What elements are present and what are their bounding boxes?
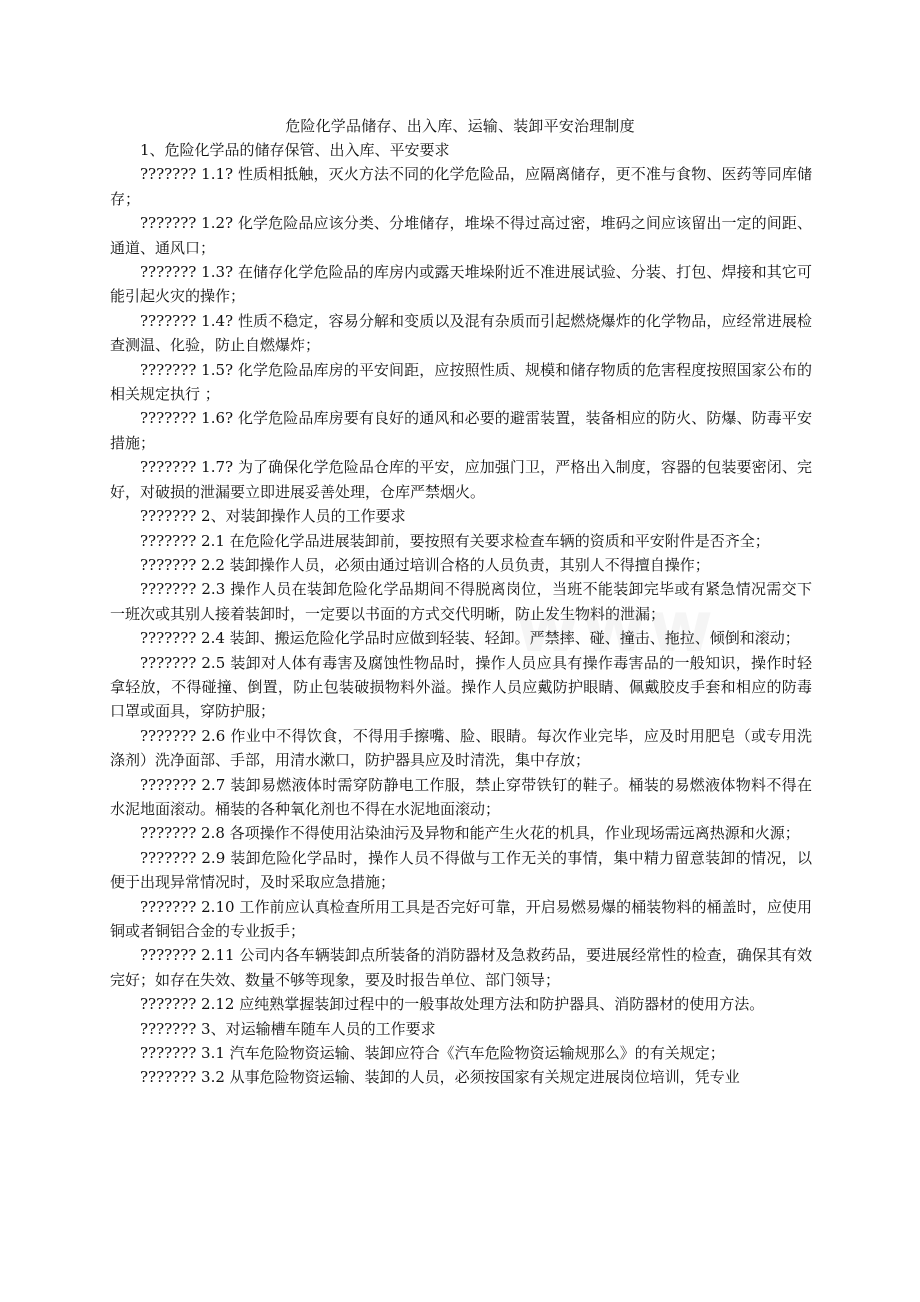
paragraph-1-6: ??????? 1.6? 化学危险品库房要有良好的通风和必要的避雷装置，装备相应的防火、防爆、防毒平安措施；: [110, 409, 812, 452]
paragraph-2-7: ??????? 2.7 装卸易燃液体时需穿防静电工作服，禁止穿带铁钉的鞋子。桶装的易燃液体物料不得在水泥地面滚动。桶装的各种氧化剂也不得在水泥地面滚动；: [110, 775, 812, 818]
paragraph-2-4: ??????? 2.4 装卸、搬运危险化学品时应做到轻装、轻卸。严禁摔、碰、撞击、拖拉、倾倒和滚动；: [140, 629, 800, 648]
paragraph-2-3: ??????? 2.3 操作人员在装卸危险化学品期间不得脱离岗位，当班不能装卸完毕或有紧急情况需交下一班次或其别人接着装卸时，一定要以书面的方式交代明晰，防止发生物料的泄漏；: [110, 580, 812, 623]
paragraph-3-2: ??????? 3.2 从事危险物资运输、装卸的人员，必须按国家有关规定进展岗位培训，凭专业: [140, 1068, 740, 1087]
paragraph-2-12: ??????? 2.12 应纯熟掌握装卸过程中的一般事故处理方法和防护器具、消防器材的使用方法。: [140, 995, 765, 1014]
paragraph-section-2-heading: ??????? 2、对装卸操作人员的工作要求: [140, 507, 406, 526]
paragraph-1-4: ??????? 1.4? 性质不稳定，容易分解和变质以及混有杂质而引起燃烧爆炸的化学物品，应经常进展检查测温、化验，防止自燃爆炸；: [110, 311, 812, 355]
paragraph-1-7: ??????? 1.7? 为了确保化学危险品仓库的平安，应加强门卫，严格出入制度，容器的包装要密闭、完好，对破损的泄漏要立即进展妥善处理，仓库严禁烟火。: [110, 458, 812, 501]
document-title: 危险化学品储存、出入库、运输、装卸平安治理制度: [285, 117, 635, 135]
paragraph-2-11: ??????? 2.11 公司内各车辆装卸点所装备的消防器材及急救药品，要进展经常性的检查，确保其有效完好；如存在失效、数量不够等现象，要及时报告单位、部门领导；: [110, 946, 812, 989]
document-body: [110, 138, 812, 1090]
paragraph-2-8: ??????? 2.8 各项操作不得使用沾染油污及异物和能产生火花的机具，作业现场需远离热源和火源；: [140, 824, 800, 843]
paragraph-2-9: ??????? 2.9 装卸危险化学品时，操作人员不得做与工作无关的事情，集中精力留意装卸的情况，以便于出现异常情况时，及时采取应急措施；: [110, 848, 812, 892]
paragraph-2-2: ??????? 2.2 装卸操作人员，必须由通过培训合格的人员负责，其别人不得擅自操作；: [140, 555, 710, 574]
paragraph-2-1: ??????? 2.1 在危险化学品进展装卸前，要按照有关要求检查车辆的资质和平安附件是否齐全；: [140, 531, 770, 550]
paragraph-2-10: ??????? 2.10 工作前应认真检查所用工具是否完好可靠，开启易燃易爆的桶装物料的桶盖时，应使用铜或者铜铝合金的专业扳手；: [110, 897, 812, 940]
paragraph-2-5: ??????? 2.5 装卸对人体有毒害及腐蚀性物品时，操作人员应具有操作毒害品的一般知识，操作时轻拿轻放，不得碰撞、倒置，防止包装破损物料外溢。操作人员应戴防护眼睛、佩戴胶皮手套和相应的防毒口罩或面具，穿防护服；: [110, 653, 812, 721]
paragraph-section-1-heading: 1、危险化学品的储存保管、出入库、平安要求: [140, 141, 450, 159]
paragraph-3-1: ??????? 3.1 汽车危险物资运输、装卸应符合《汽车危险物资运输规那么》的有关规定；: [140, 1044, 725, 1063]
paragraph-section-3-heading: ??????? 3、对运输槽车随车人员的工作要求: [140, 1019, 436, 1038]
paragraph-1-1: ??????? 1.1? 性质相抵触，灭火方法不同的化学危险品，应隔离储存，更不准与食物、医药等同库储存；: [110, 165, 812, 208]
paragraph-2-6: ??????? 2.6 作业中不得饮食，不得用手擦嘴、脸、眼睛。每次作业完毕，应及时用肥皂（或专用洗涤剂）洗净面部、手部，用清水漱口，防护器具应及时清洗，集中存放；: [110, 726, 812, 770]
paragraph-1-3: ??????? 1.3? 在储存化学危险品的库房内或露天堆垛附近不准进展试验、分装、打包、焊接和其它可能引起火灾的操作；: [110, 263, 812, 306]
paragraph-1-5: ??????? 1.5? 化学危险品库房的平安间距，应按照性质、规模和储存物质的危害程度按照国家公布的相关规定执行 ；: [110, 360, 812, 404]
paragraph-1-2: ??????? 1.2? 化学危险品应该分类、分堆储存，堆垛不得过高过密，堆码之间应该留出一定的间距、通道、通风口；: [110, 214, 812, 257]
